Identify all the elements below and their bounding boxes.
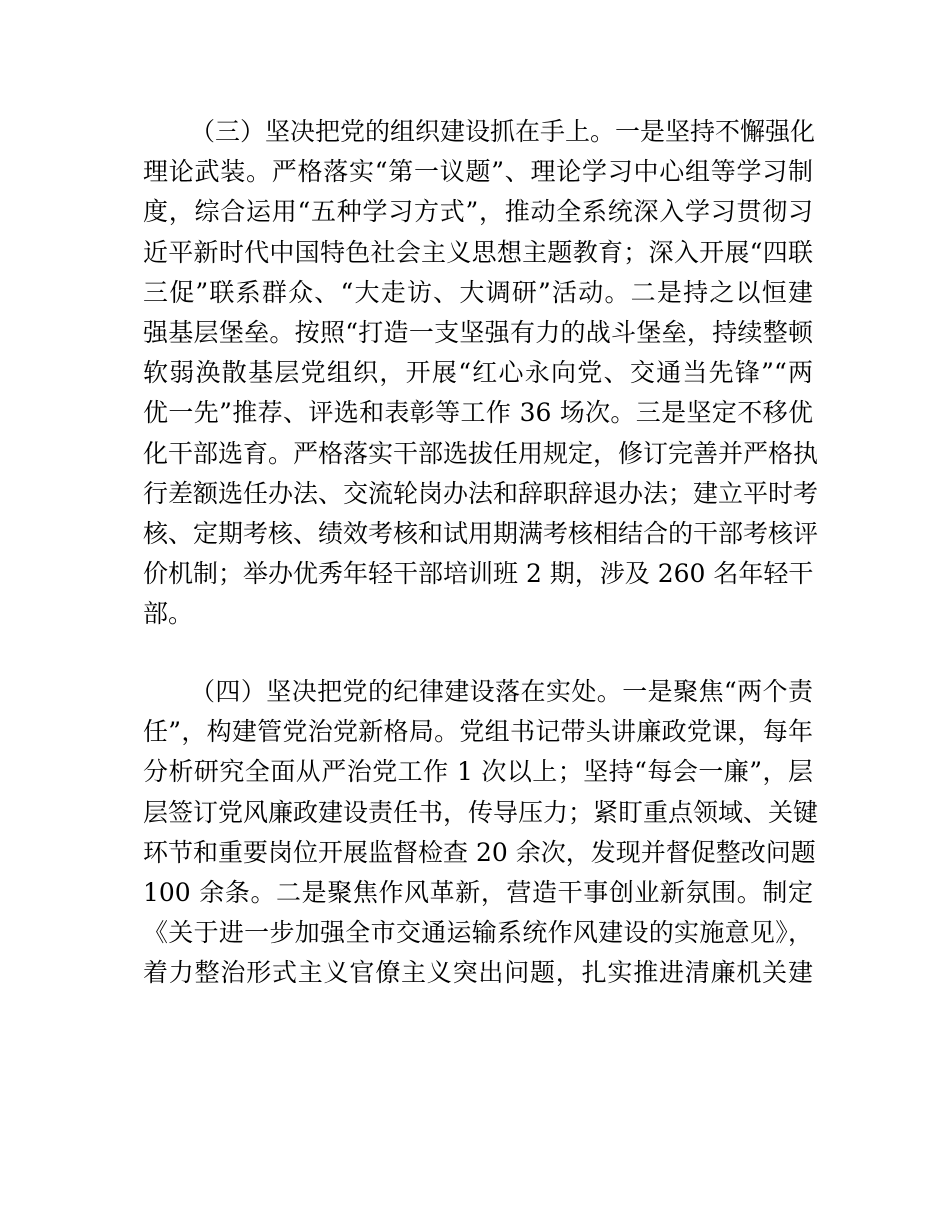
text-line: 化干部选育。严格落实干部选拔任用规定，修订完善并严格执 — [143, 438, 819, 468]
text-line: 核、定期考核、绩效考核和试用期满考核相结合的干部考核评 — [143, 518, 819, 548]
paragraph-party-discipline — [143, 672, 819, 994]
text-line: 着力整治形式主义官僚主义突出问题，扎实推进清廉机关建 — [143, 958, 813, 988]
text-line: 优一先”推荐、评选和表彰等工作 36 场次。三是坚定不移优 — [143, 398, 813, 428]
text-line: 100 余条。二是聚焦作风革新，营造干事创业新氛围。制定 — [143, 877, 813, 907]
text-line: 环节和重要岗位开展监督检查 20 余次，发现并督促整改问题 — [143, 837, 816, 867]
text-line: （三）坚决把党的组织建设抓在手上。一是坚持不懈强化 — [190, 117, 816, 146]
text-line: 价机制；举办优秀年轻干部培训班 2 期，涉及 260 名年轻干 — [143, 559, 814, 589]
text-line: 理论武装。严格落实“第一议题”、理论学习中心组等学习制 — [143, 157, 813, 187]
text-line: 层签订党风廉政建设责任书，传导压力；紧盯重点领域、关键 — [143, 797, 819, 827]
text-line: 任”，构建管党治党新格局。党组书记带头讲廉政党课，每年 — [143, 717, 813, 747]
text-line: 《关于进一步加强全市交通运输系统作风建设的实施意见》， — [143, 918, 813, 948]
text-line: （四）坚决把党的纪律建设落在实处。一是聚焦“两个责 — [190, 677, 813, 706]
text-line: 强基层堡垒。按照“打造一支坚强有力的战斗堡垒，持续整顿 — [143, 317, 813, 347]
text-line: 分析研究全面从严治党工作 1 次以上；坚持“每会一廉”，层 — [143, 757, 813, 787]
text-line: 度，综合运用“五种学习方式”，推动全系统深入学习贯彻习 — [143, 197, 813, 227]
text-line: 近平新时代中国特色社会主义思想主题教育；深入开展“四联 — [143, 237, 813, 267]
text-line: 三促”联系群众、“大走访、大调研”活动。二是持之以恒建 — [143, 277, 813, 307]
paragraph-party-organization — [143, 112, 819, 634]
text-line: 软弱涣散基层党组织，开展“红心永向党、交通当先锋”“两 — [143, 358, 813, 388]
text-line: 行差额选任办法、交流轮岗办法和辞职辞退办法；建立平时考 — [143, 478, 819, 508]
text-line: 部。 — [143, 599, 194, 629]
